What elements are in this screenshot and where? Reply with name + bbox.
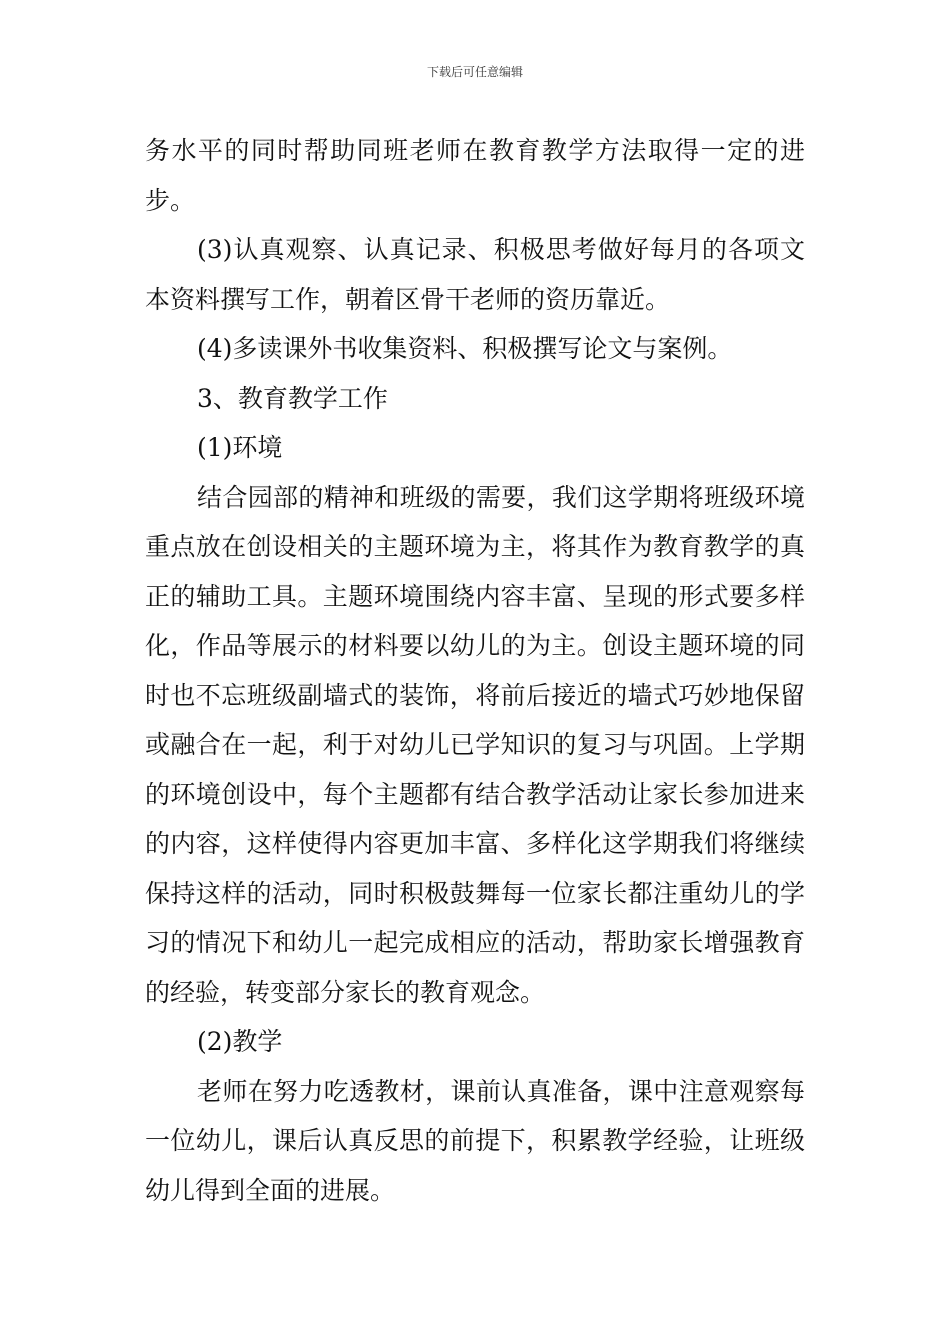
document-body — [145, 126, 805, 1215]
paragraph-teaching: 老师在努力吃透教材，课前认真准备，课中注意观察每一位幼儿，课后认真反思的前提下，积累教学经验，让班级幼儿得到全面的进展。 — [145, 1076, 805, 1205]
subheading-teaching: (2)教学 — [197, 1027, 283, 1056]
paragraph-1: 务水平的同时帮助同班老师在教育教学方法取得一定的进步。 — [145, 136, 805, 215]
page-header: 下载后可任意编辑 — [426, 65, 523, 79]
paragraph-environment: 结合园部的精神和班级的需要，我们这学期将班级环境重点放在创设相关的主题环境为主，将其作为教育教学的真正的辅助工具。主题环境围绕内容丰富、呈现的形式要多样化，作品等展示的材料要以幼儿的为主。创设主题环境的同时也不忘班级副墙式的装饰，将前后接近的墙式巧妙地保留或融合在一起，利于对幼儿已学知识的复习与巩固。上学期的环境创设中，每个主题都有结合教学活动让家长参加进来的内容，这样使得内容更加丰富、多样化这学期我们将继续保持这样的活动，同时积极鼓舞每一位家长都注重幼儿的学习的情况下和幼儿一起完成相应的活动，帮助家长增强教育的经验，转变部分家长的教育观念。 — [145, 482, 805, 1007]
subheading-environment: (1)环境 — [197, 433, 283, 462]
paragraph-3: (4)多读课外书收集资料、积极撰写论文与案例。 — [197, 334, 733, 363]
section-heading-3: 3、教育教学工作 — [197, 383, 388, 413]
paragraph-2: (3)认真观察、认真记录、积极思考做好每月的各项文本资料撰写工作，朝着区骨干老师的资历靠近。 — [145, 235, 805, 314]
